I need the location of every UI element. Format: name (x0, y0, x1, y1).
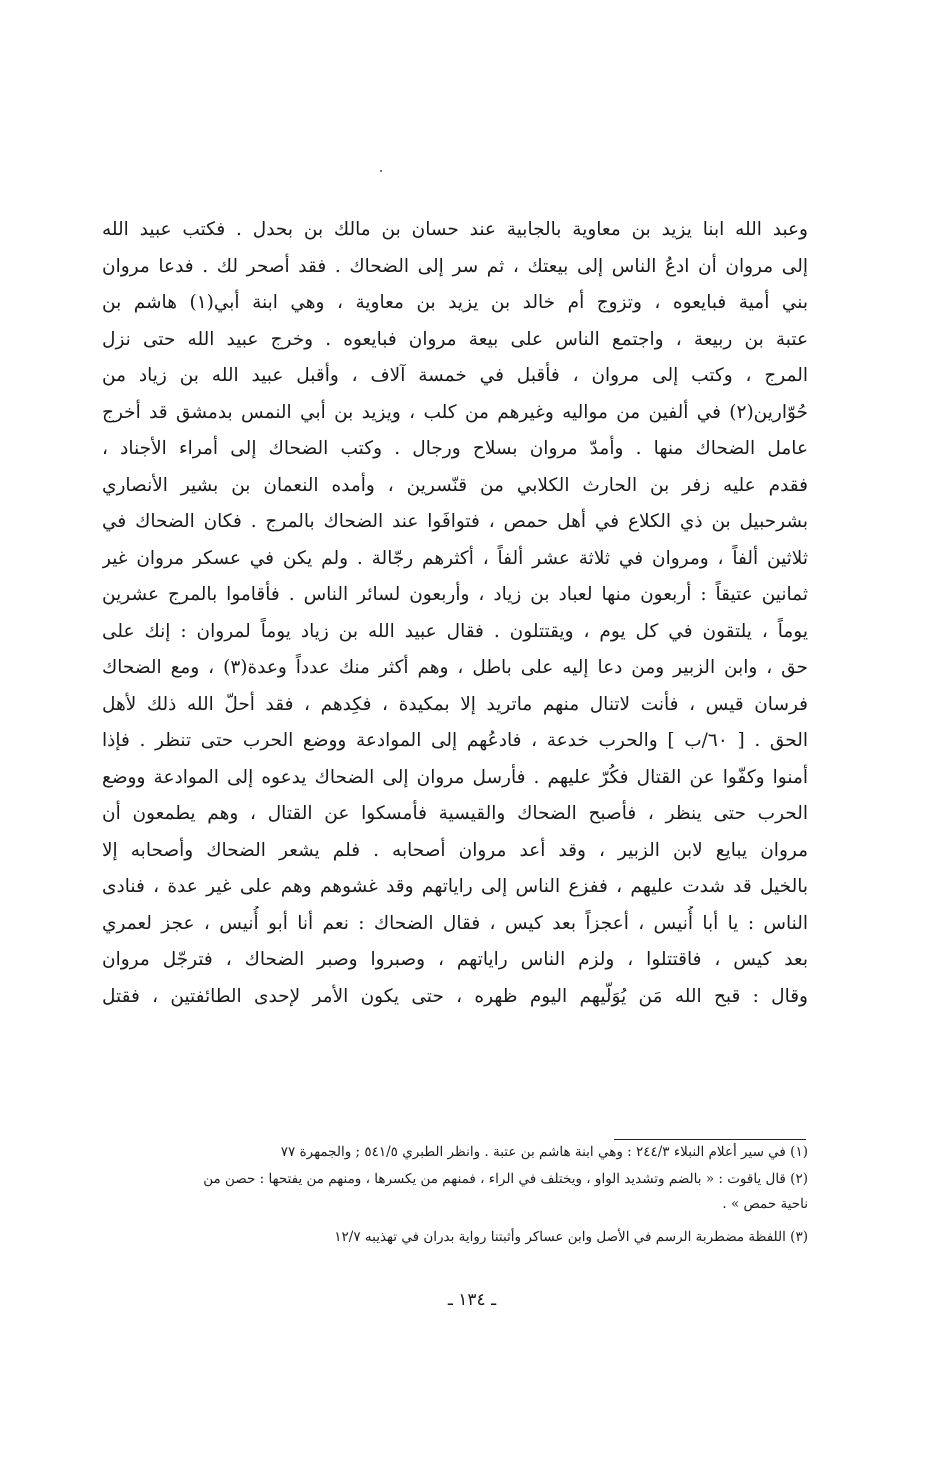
text-line: فرسان قيس ، فأنت لاتنال منهم ماتريد إلا بمكيدة ، فكِدهم ، فقد أحلّ الله ذلك لأهل (102, 693, 808, 715)
text-line: مروان يبايع لابن الزبير ، وقد أعد مروان أصحابه . فلم يشعر الضحاك وأصحابه إلا (102, 839, 808, 861)
text-line: يوماً ، يلتقون في كل يوم ، ويقتتلون . فقال عبيد الله بن زياد يوماً لمروان : إنك على (102, 620, 808, 642)
footnotes (102, 1140, 808, 1250)
footnote-1: (١) في سير أعلام النبلاء ٢٤٤/٣ : وهي ابنة هاشم بن عتبة . وانظر الطبري ٥٤١/٥ ; والجمهرة ٧٧ (280, 1144, 808, 1160)
text-line: إلى مروان أن ادعُ الناس إلى بيعتك ، ثم سر إلى الضحاك . فقد أصحر لك . فدعا مروان (102, 255, 808, 277)
footnote-2: (٢) قال ياقوت : « بالضم وتشديد الواو ، ويختلف في الراء ، فمنهم من يكسرها ، ومنهم من يفتحها : حصن من (203, 1171, 808, 1187)
text-line: الحق . [ ٦٠/ب ] والحرب خدعة ، فادعُهم إلى الموادعة ووضع الحرب حتى تنظر . فإذا (102, 730, 808, 751)
text-line: الناس : يا أبا أُنيس ، أعجزاً بعد كيس ، فقال الضحاك : نعم أنا أبو أُنيس ، عجز لعمري (102, 912, 808, 934)
text-line: وعبد الله ابنا يزيد بن معاوية بالجابية عند حسان بن مالك بن بحدل . فكتب عبيد الله (102, 219, 808, 240)
page-number: ـ ١٣٤ ـ (447, 1290, 497, 1310)
text-line: وقال : قبح الله مَن يُوَلّيهم اليوم ظهره ، حتى يكون الأمر لإحدى الطائفتين ، فقتل (102, 985, 808, 1007)
text-line: حق ، وابن الزبير ومن دعا إليه على باطل ، وهم أكثر منك عدداً وعدة(٣) ، ومع الضحاك (102, 657, 808, 678)
scan-speck (380, 170, 382, 172)
text-line: بعد كيس ، فاقتتلوا ، ولزم الناس راياتهم ، وصبروا وصبر الضحاك ، فترجّل مروان (102, 949, 808, 970)
text-line: ثلاثين ألفاً ، ومروان في ثلاثة عشر ألفاً ، أكثرهم رجّالة . ولم يكن في عسكر مروان غير (102, 547, 808, 569)
text-line: حُوّارين(٢) في ألفين من مواليه وغيرهم من كلب ، ويزيد بن أبي النمس بدمشق قد أخرج (102, 401, 808, 423)
text-line: فقدم عليه زفر بن الحارث الكلابي من قنّسرين ، وأمده النعمان بن بشير الأنصاري (102, 474, 808, 496)
text-line: بني أمية فبايعوه ، وتزوج أم خالد بن يزيد بن معاوية ، وهي ابنة أبي(١) هاشم بن (102, 292, 808, 313)
text-line: عتبة بن ربيعة ، واجتمع الناس على بيعة مروان فبايعوه . وخرج عبيد الله حتى نزل (102, 328, 808, 350)
text-line: عامل الضحاك منها . وأمدّ مروان بسلاح ورجال . وكتب الضحاك إلى أمراء الأجناد ، (102, 438, 808, 459)
body-text (102, 212, 808, 1015)
footnote-2-continuation: ناحية حمص » . (722, 1196, 808, 1212)
text-line: بشرحبيل بن ذي الكلاع في أهل حمص ، فتوافَوا عند الضحاك بالمرج . فكان الضحاك في (102, 511, 808, 532)
text-line: المرج ، وكتب إلى مروان ، فأقبل في خمسة آلاف ، وأقبل عبيد الله بن زياد من (102, 365, 808, 386)
text-line: الحرب حتى ينظر ، فأصبح الضحاك والقيسية فأمسكوا عن القتال ، وهم يطمعون أن (102, 803, 808, 824)
text-line: ثمانين عتيقاً : أربعون منها لعباد بن زياد ، وأربعون لسائر الناس . فأقاموا بالمرج عشرين (102, 584, 808, 605)
footnote-3: (٣) اللفظة مضطربة الرسم في الأصل وابن عساكر وأثبتنا رواية بدران في تهذيبه ١٢/٧ (334, 1229, 808, 1245)
text-line: بالخيل قد شدت عليهم ، ففزع الناس إلى راياتهم وقد غشوهم وهم على غير عدة ، فنادى (102, 876, 808, 897)
text-line: أمنوا وكفّوا عن القتال فكُرّ عليهم . فأرسل مروان إلى الضحاك يدعوه إلى الموادعة ووضع (102, 766, 808, 788)
